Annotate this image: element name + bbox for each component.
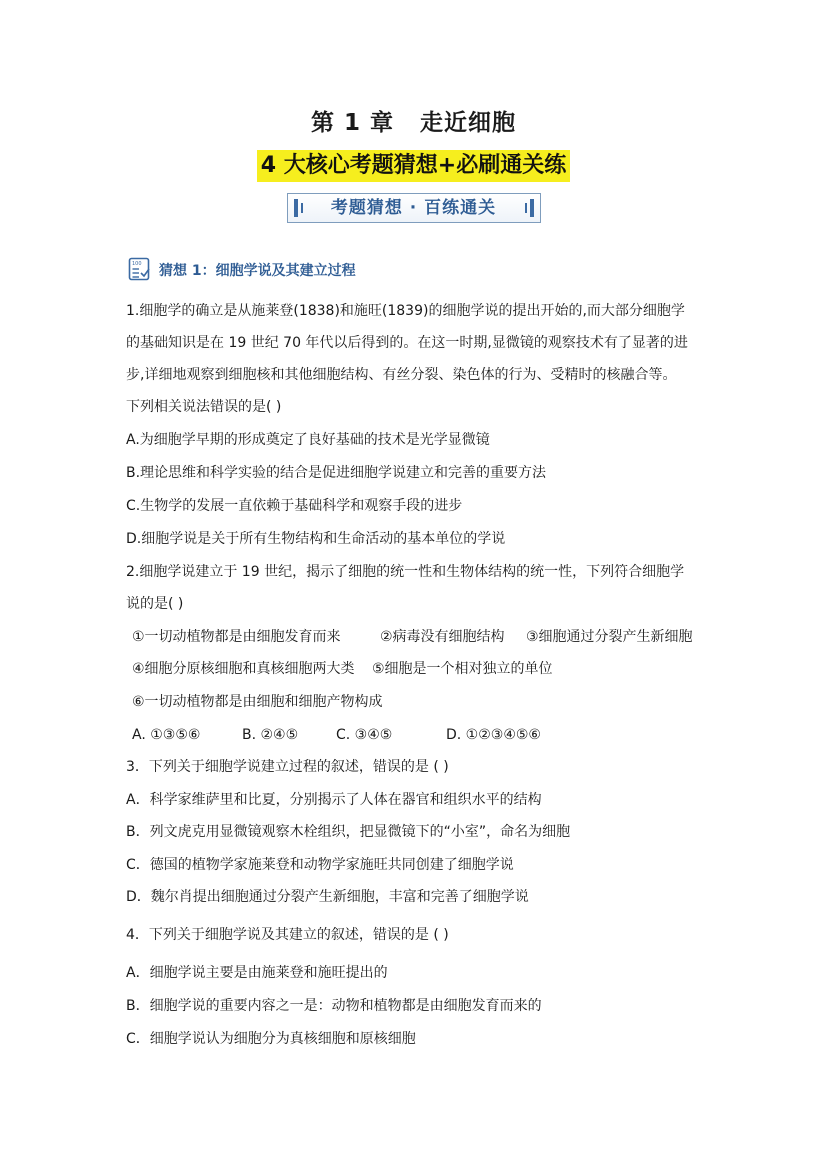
question-2-statement-3: ③细胞通过分裂产生新细胞 <box>526 629 693 645</box>
question-3-option-d: D．魏尔肖提出细胞通过分裂产生新细胞，丰富和完善了细胞学说 <box>126 889 529 905</box>
question-2-option-d: D. ①②③④⑤⑥ <box>446 727 541 743</box>
question-2-statement-6: ⑥一切动植物都是由细胞和细胞产物构成 <box>132 694 383 710</box>
chapter-number: 第 1 章 <box>310 110 395 136</box>
banner-right-bar-small <box>525 203 527 213</box>
question-1-stem-line-1: 1.细胞学的确立是从施莱登(1838)和施旺(1839)的细胞学说的提出开始的,而大部分细胞学 <box>126 303 685 319</box>
question-3-stem: 3．下列关于细胞学说建立过程的叙述，错误的是 ( ) <box>126 759 449 775</box>
question-2-stem-line-2: 说的是( ) <box>126 596 184 612</box>
notepad-icon <box>128 256 152 282</box>
question-4-stem: 4．下列关于细胞学说及其建立的叙述，错误的是 ( ) <box>126 927 449 943</box>
question-2-statement-1: ①一切动植物都是由细胞发育而来 <box>132 629 341 645</box>
question-2-statement-2: ②病毒没有细胞结构 <box>380 629 505 645</box>
question-2-statement-4: ④细胞分原核细胞和真核细胞两大类 <box>132 661 355 677</box>
question-1-option-d: D.细胞学说是关于所有生物结构和生命活动的基本单位的学说 <box>126 531 506 547</box>
highlighted-subtitle: 4 大核心考题猜想+必刷通关练 <box>257 150 570 182</box>
question-4-option-b: B．细胞学说的重要内容之一是：动物和植物都是由细胞发育而来的 <box>126 998 542 1014</box>
question-1-option-a: A.为细胞学早期的形成奠定了良好基础的技术是光学显微镜 <box>126 432 490 448</box>
question-3-option-a: A．科学家维萨里和比夏，分别揭示了人体在器官和组织水平的结构 <box>126 792 542 808</box>
question-2-option-b: B. ②④⑤ <box>242 727 299 743</box>
question-4-option-c: C．细胞学说认为细胞分为真核细胞和原核细胞 <box>126 1031 416 1047</box>
svg-text:100: 100 <box>132 261 142 267</box>
question-2-option-a: A. ①③⑤⑥ <box>132 727 201 743</box>
subtitle-block <box>0 150 827 182</box>
question-2-stem-line-1: 2.细胞学说建立于 19 世纪，揭示了细胞的统一性和生物体结构的统一性，下列符合细胞学 <box>126 564 685 580</box>
question-2-statement-5: ⑤细胞是一个相对独立的单位 <box>372 661 553 677</box>
question-1-stem-line-4: 下列相关说法错误的是( ) <box>126 399 282 415</box>
banner-block <box>0 193 827 227</box>
chapter-name: 走近细胞 <box>420 110 517 136</box>
question-4-option-a: A．细胞学说主要是由施莱登和施旺提出的 <box>126 965 388 981</box>
banner-text: 考题猜想 · 百练通关 <box>330 198 497 218</box>
section-title: 猜想 1：细胞学说及其建立过程 <box>159 263 356 279</box>
question-3-option-c: C．德国的植物学家施莱登和动物学家施旺共同创建了细胞学说 <box>126 857 514 873</box>
banner <box>287 193 541 223</box>
banner-right-bar <box>530 199 534 217</box>
question-1-option-b: B.理论思维和科学实验的结合是促进细胞学说建立和完善的重要方法 <box>126 465 547 481</box>
question-3-option-b: B．列文虎克用显微镜观察木栓组织，把显微镜下的“小室”，命名为细胞 <box>126 824 571 840</box>
question-1-stem-line-3: 步,详细地观察到细胞核和其他细胞结构、有丝分裂、染色体的行为、受精时的核融合等。 <box>126 367 677 383</box>
question-1-option-c: C.生物学的发展一直依赖于基础科学和观察手段的进步 <box>126 498 463 514</box>
question-2-option-c: C. ③④⑤ <box>336 727 393 743</box>
chapter-title <box>0 104 827 137</box>
question-1-stem-line-2: 的基础知识是在 19 世纪 70 年代以后得到的。在这一时期,显微镜的观察技术有了显著的进 <box>126 335 688 351</box>
